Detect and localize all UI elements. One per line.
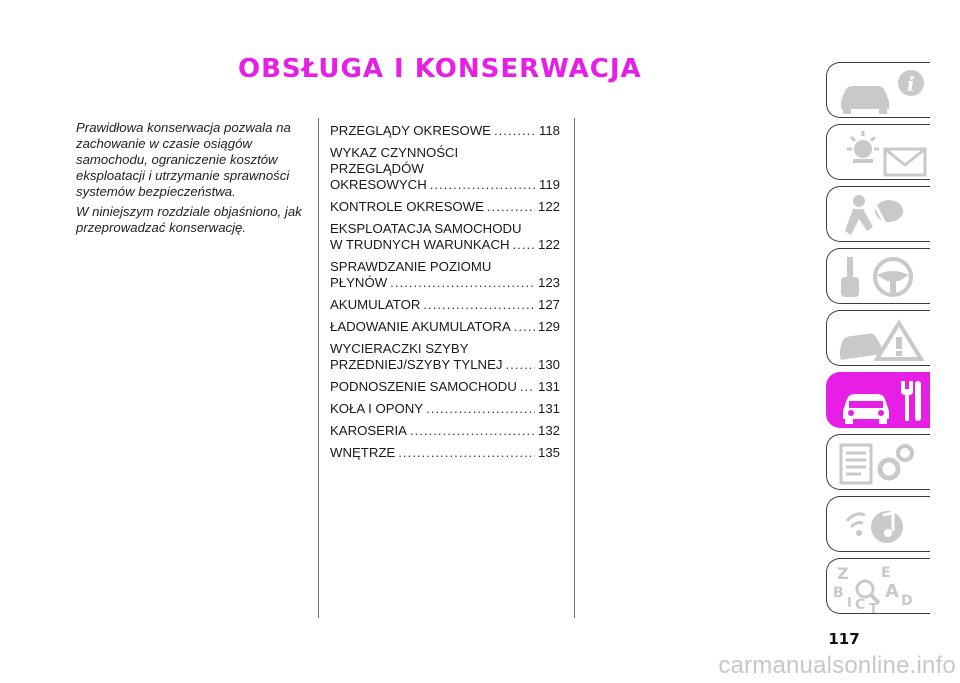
index-letter: T	[869, 602, 878, 613]
toc-page-number: 122	[537, 237, 560, 252]
tab-warning-lights[interactable]	[826, 124, 930, 180]
tab-specifications[interactable]	[826, 434, 930, 490]
toc-leader-dots	[513, 237, 535, 253]
tab-maintenance[interactable]	[826, 372, 930, 428]
toc-leader-dots	[514, 319, 535, 335]
toc-leader-dots	[426, 401, 535, 417]
toc-entry-title: EKSPLOATACJA SAMOCHODU	[330, 221, 522, 236]
toc-entry[interactable]	[330, 341, 560, 373]
index-letter: B	[833, 585, 844, 601]
index-letter: Z	[837, 564, 849, 583]
tab-multimedia[interactable]	[826, 496, 930, 552]
table-of-contents	[330, 123, 560, 467]
toc-entry-title: SPRAWDZANIE POZIOMU	[330, 259, 492, 274]
toc-entry[interactable]	[330, 145, 560, 193]
toc-entry[interactable]	[330, 379, 560, 395]
alphabetical-index-icon	[833, 563, 933, 613]
toc-entry-title: KONTROLE OKRESOWE	[330, 199, 484, 214]
toc-entry[interactable]	[330, 221, 560, 253]
index-letter: E	[881, 565, 891, 581]
toc-entry-title: PŁYNÓW	[330, 275, 388, 290]
breakdown-emergency-icon	[833, 315, 933, 363]
toc-leader-dots	[487, 199, 535, 215]
intro-paragraph: W niniejszym rozdziale objaśniono, jak przeprowadzać konserwację.	[76, 204, 302, 235]
toc-entry-title: W TRUDNYCH WARUNKACH	[330, 237, 510, 252]
watermark: carmanualsonline.info	[718, 652, 956, 679]
toc-entry[interactable]	[330, 401, 560, 417]
specifications-gear-icon	[833, 439, 933, 487]
car-info-icon	[833, 67, 933, 115]
toc-entry-title: PODNOSZENIE SAMOCHODU	[330, 379, 517, 394]
toc-entry-title: WNĘTRZE	[330, 445, 396, 460]
toc-entry[interactable]	[330, 259, 560, 291]
toc-page-number: 118	[538, 123, 560, 138]
toc-entry[interactable]	[330, 445, 560, 461]
toc-page-number: 122	[537, 199, 560, 214]
toc-entry-title: KAROSERIA	[330, 423, 407, 438]
multimedia-music-icon	[833, 501, 933, 549]
toc-entry-title: WYCIERACZKI SZYBY	[330, 341, 469, 356]
toc-leader-dots	[410, 423, 535, 439]
toc-page-number: 130	[537, 357, 560, 372]
airbag-safety-icon	[833, 191, 933, 239]
toc-page-number: 132	[537, 423, 560, 438]
column-divider	[318, 118, 319, 618]
toc-leader-dots	[494, 123, 536, 139]
toc-entry[interactable]	[330, 199, 560, 215]
toc-entry[interactable]	[330, 123, 560, 139]
toc-page-number: 119	[538, 177, 560, 192]
toc-page-number: 135	[537, 445, 560, 460]
intro-text	[76, 120, 308, 240]
toc-leader-dots	[390, 275, 535, 291]
tab-index[interactable]	[826, 558, 930, 614]
warning-lights-message-icon	[833, 129, 933, 177]
tab-safety[interactable]	[826, 186, 930, 242]
toc-page-number: 129	[537, 319, 560, 334]
index-letter: C	[855, 597, 866, 613]
page-title: OBSŁUGA I KONSERWACJA	[238, 54, 642, 84]
toc-entry-title: WYKAZ CZYNNOŚCI	[330, 145, 459, 160]
toc-entry-title: ŁADOWANIE AKUMULATORA	[330, 319, 511, 334]
toc-entry[interactable]	[330, 297, 560, 313]
toc-page-number: 131	[537, 401, 560, 416]
tab-car-info[interactable]	[826, 62, 930, 118]
toc-entry-title: AKUMULATOR	[330, 297, 421, 312]
toc-page-number: 123	[537, 275, 560, 290]
index-letter: A	[885, 581, 899, 602]
toc-leader-dots	[520, 379, 535, 395]
column-divider	[574, 118, 575, 618]
toc-entry-title: OKRESOWYCH	[330, 177, 427, 192]
index-letter: I	[847, 596, 852, 611]
svg-text:i: i	[907, 72, 915, 96]
toc-entry-title: PRZEGLĄDÓW	[330, 161, 424, 176]
toc-entry[interactable]	[330, 423, 560, 439]
toc-entry-title: PRZEDNIEJ/SZYBY TYLNEJ	[330, 357, 503, 372]
key-steering-wheel-icon	[833, 253, 933, 301]
toc-page-number: 127	[537, 297, 560, 312]
page-number: 117	[828, 630, 860, 648]
index-letter: D	[901, 593, 913, 609]
toc-entry[interactable]	[330, 319, 560, 335]
toc-page-number: 131	[537, 379, 560, 394]
tab-emergency[interactable]	[826, 310, 930, 366]
toc-entry-title: KOŁA I OPONY	[330, 401, 424, 416]
car-wrench-maintenance-icon	[833, 377, 933, 425]
toc-leader-dots	[423, 297, 535, 313]
toc-leader-dots	[430, 177, 536, 193]
toc-leader-dots	[505, 357, 535, 373]
tab-starting-driving[interactable]	[826, 248, 930, 304]
intro-paragraph: Prawidłowa konserwacja pozwala na zachowanie w czasie osiągów samochodu, ograniczenie kosztów eksploatacji i utrzymanie sprawności systemów bezpieczeństwa.	[76, 120, 291, 199]
toc-leader-dots	[398, 445, 535, 461]
toc-entry-title: PRZEGLĄDY OKRESOWE	[330, 123, 491, 138]
